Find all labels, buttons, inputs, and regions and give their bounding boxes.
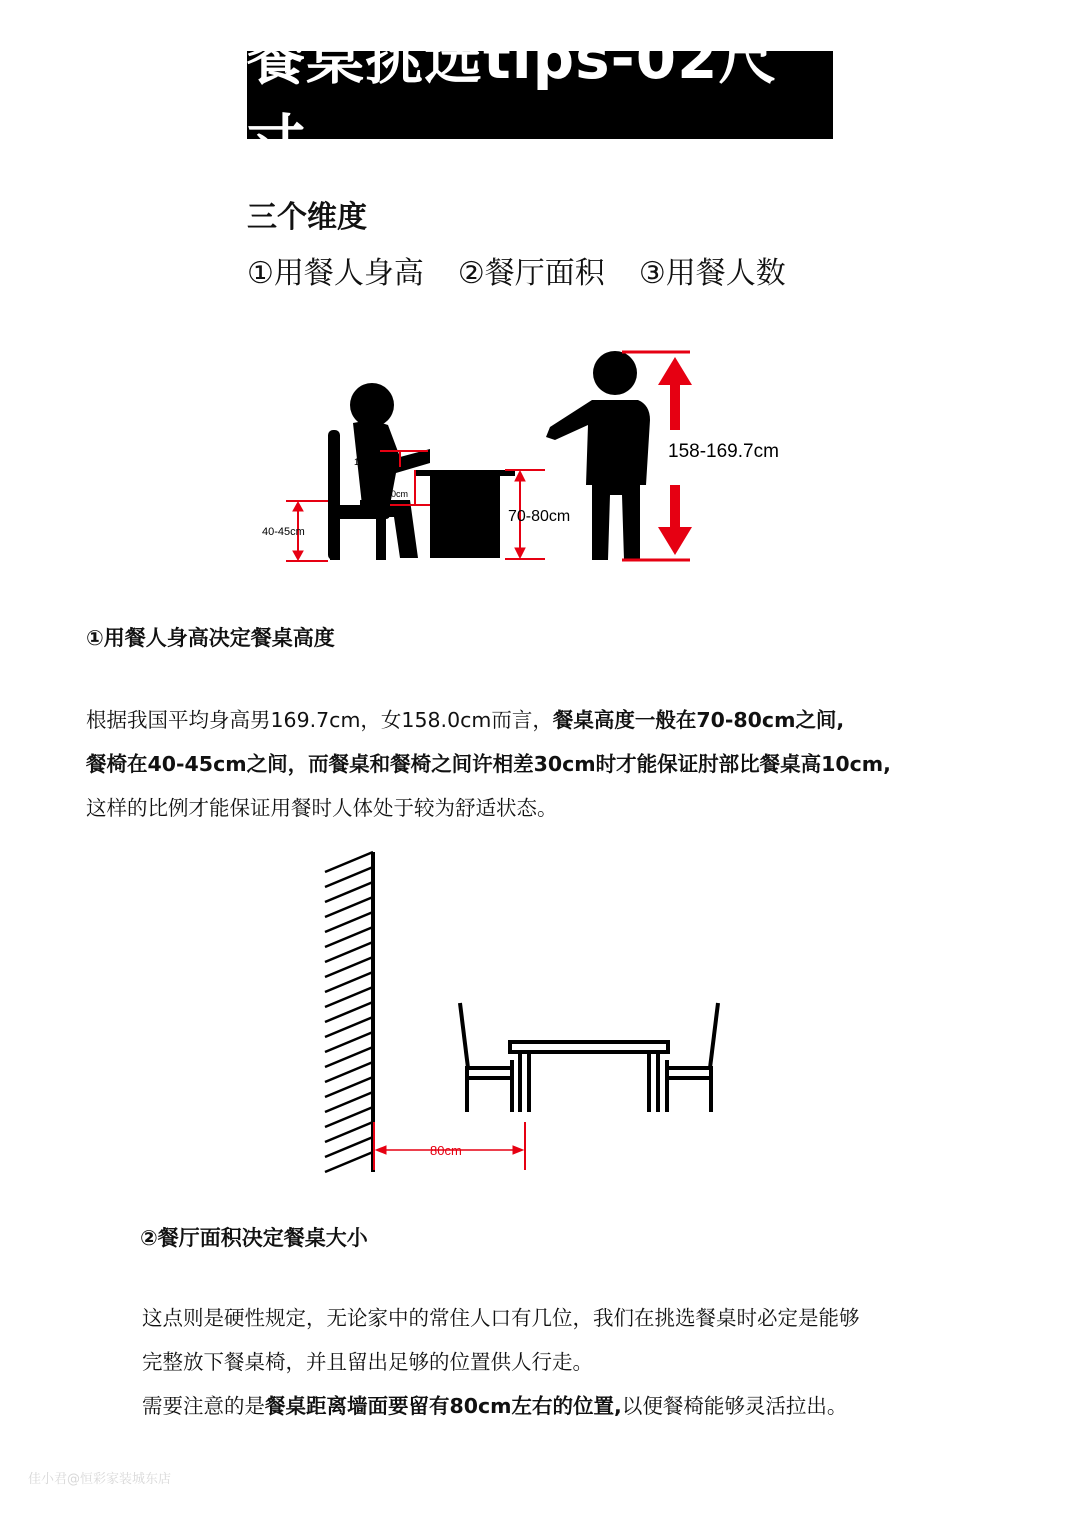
label-chair-height: 40-45cm (262, 526, 305, 538)
label-30cm: 30cm (386, 489, 409, 499)
section1-title: ①用餐人身高决定餐桌高度 (86, 626, 335, 650)
section1-line2 (86, 742, 891, 786)
label-80cm: 80cm (430, 1143, 462, 1158)
section2-line3-bold: 餐桌距离墙面要留有80cm左右的位置, (265, 1394, 622, 1418)
section1-line3: 这样的比例才能保证用餐时人体处于较为舒适状态。 (86, 796, 558, 820)
section1-line1-regular: 根据我国平均身高男169.7cm，女158.0cm而言， (86, 708, 553, 732)
section2-line2: 完整放下餐桌椅，并且留出足够的位置供人行走。 (142, 1350, 593, 1374)
dimension-item-count: ③用餐人数 (638, 256, 786, 291)
section1-line1-bold: 餐桌高度一般在70-80cm之间, (552, 708, 845, 732)
height-diagram (250, 345, 810, 570)
table-icon (415, 470, 515, 558)
section2-line3 (142, 1384, 860, 1428)
dimension-item-area: ②餐厅面积 (457, 256, 605, 291)
wall-icon (325, 852, 373, 1172)
page-title: 餐桌挑选tips-02尺寸 (247, 51, 833, 139)
section1-line2-bold: 餐椅在40-45cm之间，而餐桌和餐椅之间许相差30cm时才能保证肘部比餐桌高10cm, (86, 752, 891, 776)
dimensions-list (247, 248, 786, 292)
section2-title: ②餐厅面积决定餐桌大小 (140, 1226, 368, 1250)
right-chair-icon (667, 1003, 718, 1112)
dimension-item-height: ①用餐人身高 (247, 256, 424, 291)
section1-line1 (86, 698, 891, 742)
label-10cm: 10cm (354, 457, 377, 467)
standing-person-icon (546, 351, 650, 560)
section1-paragraph (86, 698, 891, 830)
clearance-diagram (320, 850, 730, 1175)
label-table-height: 70-80cm (508, 508, 571, 525)
label-person-height: 158-169.7cm (668, 441, 779, 462)
watermark: 佳小君@恒彩家装城东店 (28, 1472, 172, 1487)
dining-table-icon (510, 1042, 668, 1112)
section2-paragraph (142, 1296, 860, 1428)
section2-line3-regular: 需要注意的是 (142, 1394, 265, 1418)
section2-line1: 这点则是硬性规定，无论家中的常住人口有几位，我们在挑选餐桌时必定是能够 (142, 1306, 860, 1330)
left-chair-icon (460, 1003, 512, 1112)
section2-line3-tail: 以便餐椅能够灵活拉出。 (621, 1394, 848, 1418)
dimensions-heading: 三个维度 (247, 200, 367, 235)
